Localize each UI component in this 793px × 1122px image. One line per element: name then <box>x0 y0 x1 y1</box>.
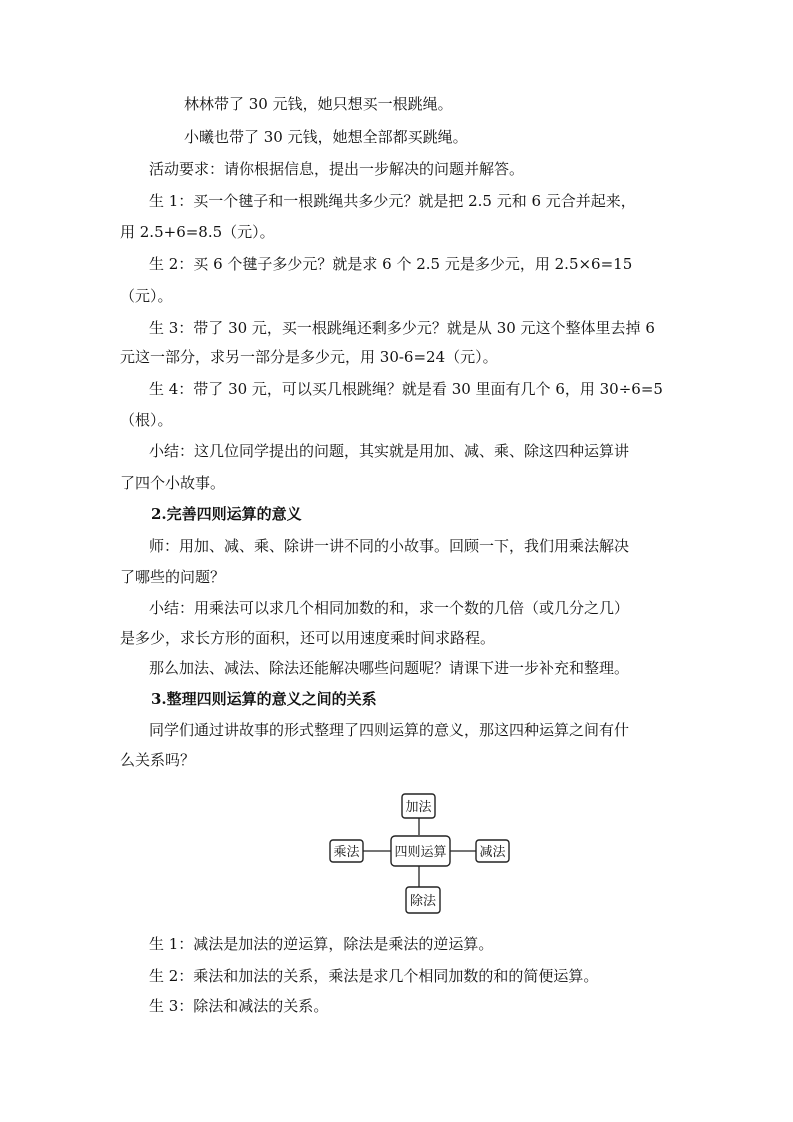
paragraph-line: 用 2.5+6=8.5（元）。 <box>120 223 275 241</box>
section-heading: 2.完善四则运算的意义 <box>151 505 302 523</box>
operations-diagram <box>322 786 516 920</box>
paragraph-line: 生 3：除法和减法的关系。 <box>149 997 329 1015</box>
label-division: 除法 <box>409 894 437 909</box>
paragraph-line: 生 4：带了 30 元，可以买几根跳绳？就是看 30 里面有几个 6，用 30÷6=5 <box>149 380 663 398</box>
paragraph-line: 林林带了 30 元钱，她只想买一根跳绳。 <box>184 95 453 113</box>
paragraph-line: 生 1：减法是加法的逆运算，除法是乘法的逆运算。 <box>149 935 494 953</box>
paragraph-line: 生 2：乘法和加法的关系，乘法是求几个相同加数的和的简便运算。 <box>149 967 599 985</box>
paragraph-line: 生 1：买一个毽子和一根跳绳共多少元？就是把 2.5 元和 6 元合并起来， <box>149 192 636 210</box>
paragraph-line: 么关系吗？ <box>120 751 196 769</box>
paragraph-line: 生 3：带了 30 元，买一根跳绳还剩多少元？就是从 30 元这个整体里去掉 6 <box>149 319 655 337</box>
paragraph-line: 小曦也带了 30 元钱，她想全部都买跳绳。 <box>184 128 468 146</box>
label-addition: 加法 <box>405 800 432 815</box>
section-heading: 3.整理四则运算的意义之间的关系 <box>151 690 377 708</box>
paragraph-line: 小结：这几位同学提出的问题，其实就是用加、减、乘、除这四种运算讲 <box>149 442 630 460</box>
paragraph-line: 了哪些的问题？ <box>120 568 226 586</box>
paragraph-line: （元）。 <box>120 287 173 305</box>
paragraph-line: 了四个小故事。 <box>120 474 226 492</box>
paragraph-line: 生 2：买 6 个毽子多少元？就是求 6 个 2.5 元是多少元，用 2.5×6=15 <box>149 255 633 273</box>
paragraph-line: 是多少，求长方形的面积，还可以用速度乘时间求路程。 <box>120 629 496 647</box>
paragraph-line: 同学们通过讲故事的形式整理了四则运算的意义，那这四种运算之间有什 <box>149 721 630 739</box>
paragraph-line: 活动要求：请你根据信息，提出一步解决的问题并解答。 <box>149 160 525 178</box>
paragraph-line: （根）。 <box>120 411 173 429</box>
paragraph-line: 师：用加、减、乘、除讲一讲不同的小故事。回顾一下，我们用乘法解决 <box>149 537 630 555</box>
paragraph-line: 元这一部分，求另一部分是多少元，用 30-6=24（元）。 <box>120 348 498 366</box>
paragraph-line: 那么加法、减法、除法还能解决哪些问题呢？请课下进一步补充和整理。 <box>149 659 630 677</box>
label-four-operations: 四则运算 <box>394 845 447 860</box>
label-subtraction: 减法 <box>479 845 506 860</box>
label-multiplication: 乘法 <box>333 845 360 860</box>
paragraph-line: 小结：用乘法可以求几个相同加数的和，求一个数的几倍（或几分之几） <box>149 599 630 617</box>
